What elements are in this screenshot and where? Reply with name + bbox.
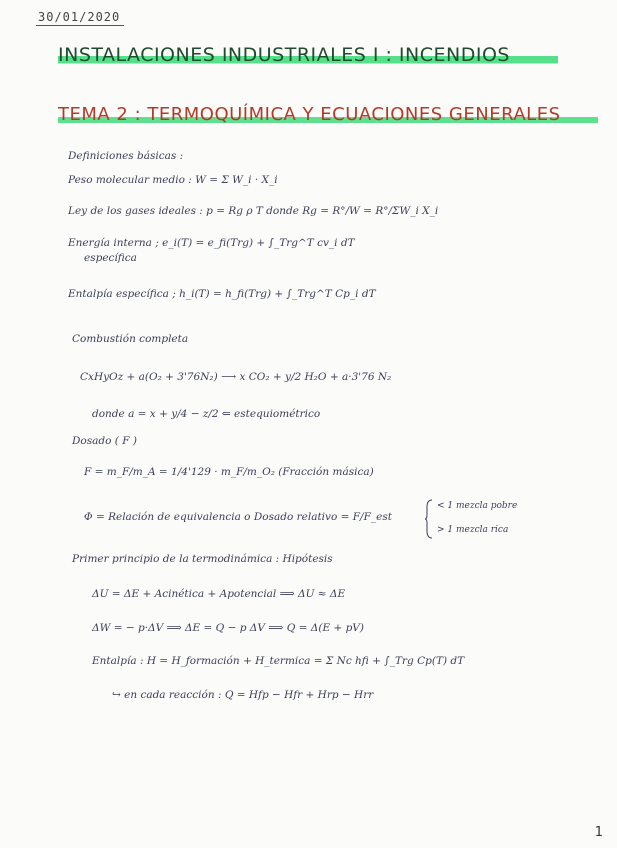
- enthalpy-line: Entalpía : H = H_formación + H_termica = Σ Nc hfi + ∫_Trg Cp(T) dT: [92, 655, 465, 667]
- rich-mixture-label: > 1 mezcla rica: [437, 525, 509, 535]
- combustion-reaction: CxHyOz + a(O₂ + 3'76N₂) ⟶ x CO₂ + y/2 H₂O + a·3'76 N₂: [80, 371, 392, 383]
- brace-icon: [425, 499, 433, 539]
- reaction-heat-line: ↪ en cada reacción : Q = Hfp − Hfr + Hrp − Hrr: [112, 689, 374, 701]
- dosado-heading: Dosado ( F ): [72, 435, 137, 447]
- ideal-gas-law-line: Ley de los gases ideales : p = Rg ρ T donde Rg = R°/W = R°/ΣW_i X_i: [68, 205, 439, 217]
- page-number: 1: [594, 825, 603, 840]
- first-law-heading: Primer principio de la termodinámica : Hipótesis: [72, 553, 333, 565]
- internal-energy-line: Energía interna ; e_i(T) = e_fi(Trg) + ∫_Trg^T cv_i dT: [68, 237, 355, 249]
- specific-enthalpy-line: Entalpía específica ; h_i(T) = h_fi(Trg) + ∫_Trg^T Cp_i dT: [68, 288, 376, 300]
- combustion-heading: Combustión completa: [72, 333, 189, 345]
- lean-mixture-label: < 1 mezcla pobre: [437, 501, 518, 511]
- page-title: INSTALACIONES INDUSTRIALES I : INCENDIOS: [58, 44, 558, 66]
- equivalence-ratio-line: Φ = Relación de equivalencia o Dosado relativo = F/F_est: [84, 511, 392, 523]
- definitions-heading: Definiciones básicas :: [68, 150, 184, 162]
- internal-energy-line-2: específica: [84, 252, 137, 264]
- molecular-weight-line: Peso molecular medio : W = Σ W_i · X_i: [68, 174, 278, 186]
- dosado-equation: F = m_F/m_A = 1/4'129 · m_F/m_O₂ (Fracción másica): [84, 466, 374, 478]
- date-label: 30/01/2020: [36, 10, 124, 26]
- delta-w-line: ΔW = − p·ΔV ⟹ ΔE = Q − p ΔV ⟹ Q = Δ(E + pV): [92, 622, 364, 634]
- stoichiometric-line: donde a = x + y/4 − z/2 ⇐ estequiométrico: [92, 408, 321, 420]
- delta-u-line: ΔU = ΔE + Acinética + Apotencial ⟹ ΔU ≈ ΔE: [92, 588, 346, 600]
- page-subtitle: TEMA 2 : TERMOQUÍMICA Y ECUACIONES GENERALES: [58, 104, 598, 125]
